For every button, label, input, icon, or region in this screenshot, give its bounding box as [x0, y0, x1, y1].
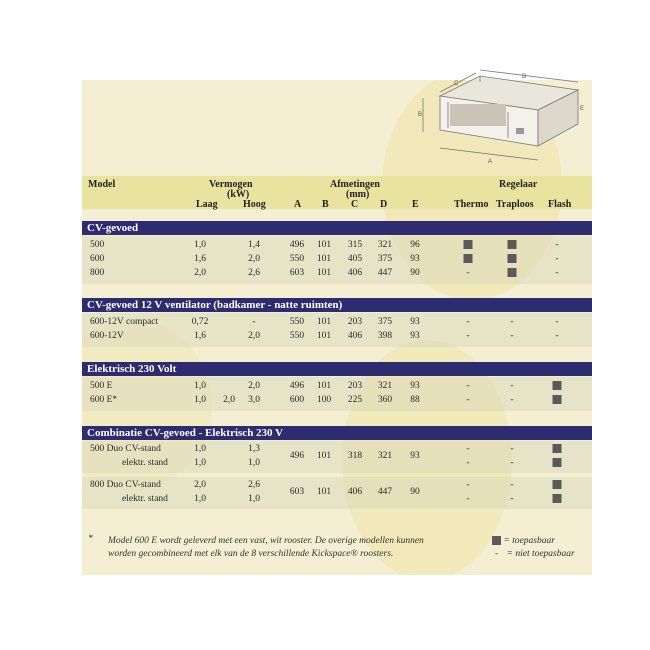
applicable-square-icon — [553, 395, 562, 404]
cell-traploos: - — [510, 444, 514, 454]
cell-traploos: - — [510, 395, 514, 405]
cell-laag: 1,0 — [194, 444, 206, 454]
cell-model: 800 — [90, 268, 105, 278]
cell-a: 603 — [289, 268, 305, 278]
table-row — [82, 379, 592, 393]
cell-e: 93 — [410, 254, 420, 264]
cell-model: 500 — [90, 240, 105, 250]
footnote-line-2: worden gecombineerd met elk van de 8 verschillende Kickspace® roosters. — [108, 549, 394, 559]
section-cv-gevoed: CV-gevoed — [82, 221, 592, 235]
cell-b: 100 — [316, 395, 332, 405]
cell-b: 101 — [316, 331, 332, 341]
cell-c: 405 — [347, 254, 363, 264]
cell-hoog: 2,0 — [248, 254, 260, 264]
cell-flash — [553, 492, 562, 506]
cell-laag: 1,0 — [194, 240, 206, 250]
cell-d: 360 — [377, 395, 393, 405]
cell-model-sub: elektr. stand — [122, 494, 168, 504]
diagram-label-c: C — [454, 81, 459, 87]
cell-b: 101 — [316, 381, 332, 391]
cell-laag: 1,6 — [194, 331, 206, 341]
cell-laag: 0,72 — [191, 317, 209, 327]
cell-hoog: 2,0 — [248, 381, 260, 391]
legend-applicable — [492, 535, 555, 548]
header-hoog: Hoog — [243, 199, 266, 210]
cell-traploos: - — [510, 331, 514, 341]
cell-b: 101 — [316, 487, 332, 497]
cell-c: 315 — [347, 240, 363, 250]
cell-a: 603 — [289, 487, 305, 497]
cell-flash: - — [555, 268, 559, 278]
applicable-square-icon — [508, 254, 517, 263]
cell-d: 447 — [377, 268, 393, 278]
header-model: Model — [88, 179, 116, 190]
cell-d: 398 — [377, 331, 393, 341]
cell-traploos: - — [510, 480, 514, 490]
cell-thermo: - — [466, 444, 470, 454]
header-d: D — [380, 199, 388, 210]
cell-c: 318 — [347, 451, 363, 461]
cell-e: 90 — [410, 268, 420, 278]
header-thermo: Thermo — [454, 199, 489, 210]
legend-applicable-label: = toepasbaar — [503, 536, 555, 546]
cell-thermo: - — [466, 458, 470, 468]
cell-model: 500 E — [90, 381, 113, 391]
cell-b: 101 — [316, 268, 332, 278]
cell-b: 101 — [316, 240, 332, 250]
cell-a: 550 — [289, 331, 305, 341]
cell-thermo: - — [466, 381, 470, 391]
cell-e: 93 — [410, 451, 420, 461]
cell-d: 375 — [377, 317, 393, 327]
cell-e: 93 — [410, 317, 420, 327]
cell-c: 406 — [347, 331, 363, 341]
cell-flash — [553, 442, 562, 456]
cell-traploos: - — [510, 381, 514, 391]
header-vermogen-unit: (kW) — [227, 189, 250, 200]
applicable-square-icon — [464, 254, 473, 263]
table-row — [82, 329, 592, 343]
cell-a: 496 — [289, 240, 305, 250]
cell-c: 406 — [347, 487, 363, 497]
header-laag: Laag — [196, 199, 218, 210]
cell-model-sub: elektr. stand — [122, 458, 168, 468]
applicable-square-icon — [553, 480, 562, 489]
applicable-square-icon — [508, 268, 517, 277]
cell-flash — [553, 379, 562, 393]
table-row-group — [82, 442, 592, 472]
cell-thermo — [464, 238, 473, 252]
applicable-square-icon — [553, 458, 562, 467]
legend-not-applicable-label: = niet toepasbaar — [506, 549, 575, 559]
cell-laag: 1,0 — [194, 494, 206, 504]
header-b: B — [322, 199, 329, 210]
cell-b: 101 — [316, 317, 332, 327]
cell-laag: 1,0 — [194, 395, 206, 405]
cell-thermo: - — [466, 395, 470, 405]
cell-laag: 2,0 — [194, 480, 206, 490]
header-e: E — [412, 199, 419, 210]
header-c: C — [351, 199, 359, 210]
table-row — [82, 393, 592, 407]
cell-model: 500 Duo CV-stand — [90, 444, 161, 454]
cell-d: 321 — [377, 451, 393, 461]
applicable-square-icon — [492, 536, 501, 545]
cell-flash — [553, 456, 562, 470]
cell-a: 550 — [289, 317, 305, 327]
legend-not-applicable — [495, 548, 575, 561]
cell-thermo: - — [466, 331, 470, 341]
cell-flash: - — [555, 254, 559, 264]
header-traploos: Traploos — [496, 199, 534, 210]
cell-e: 90 — [410, 487, 420, 497]
cell-hoog: 2,6 — [248, 480, 260, 490]
diagram-label-d: D — [522, 74, 527, 80]
heater-diagram — [418, 68, 593, 163]
cell-model: 600-12V — [90, 331, 124, 341]
header-regelaar: Regelaar — [499, 179, 538, 190]
cell-e: 93 — [410, 331, 420, 341]
cell-b: 101 — [316, 254, 332, 264]
table-row-group — [82, 478, 592, 508]
cell-a: 550 — [289, 254, 305, 264]
cell-b: 101 — [316, 451, 332, 461]
cell-c: 406 — [347, 268, 363, 278]
section-elektrisch: Elektrisch 230 Volt — [82, 362, 592, 376]
cell-flash: - — [555, 331, 559, 341]
cell-mid: 2,0 — [223, 395, 235, 405]
cell-traploos — [508, 238, 517, 252]
cell-traploos — [508, 252, 517, 266]
cell-thermo — [464, 252, 473, 266]
cell-e: 93 — [410, 381, 420, 391]
diagram-label-e: E — [580, 106, 585, 112]
table-row — [82, 238, 592, 252]
cell-hoog: 1,0 — [248, 494, 260, 504]
cell-a: 496 — [289, 451, 305, 461]
cell-a: 496 — [289, 381, 305, 391]
cell-hoog: 3,0 — [248, 395, 260, 405]
applicable-square-icon — [553, 494, 562, 503]
cell-e: 88 — [410, 395, 420, 405]
cell-hoog: - — [252, 317, 256, 327]
cell-laag: 1,6 — [194, 254, 206, 264]
cell-d: 321 — [377, 240, 393, 250]
cell-flash: - — [555, 317, 559, 327]
table-row — [82, 315, 592, 329]
cell-c: 225 — [347, 395, 363, 405]
table-row — [82, 252, 592, 266]
section-combinatie: Combinatie CV-gevoed - Elektrisch 230 V — [82, 426, 592, 440]
header-vermogen: Vermogen — [209, 179, 253, 190]
cell-c: 203 — [347, 381, 363, 391]
applicable-square-icon — [553, 444, 562, 453]
cell-hoog: 1,0 — [248, 458, 260, 468]
cell-laag: 1,0 — [194, 381, 206, 391]
header-flash: Flash — [548, 199, 572, 210]
footnote-line-1: Model 600 E wordt geleverd met een vast, wit rooster. De overige modellen kunnen — [108, 536, 424, 546]
cell-traploos: - — [510, 458, 514, 468]
table-row — [82, 266, 592, 280]
cell-flash: - — [555, 240, 559, 250]
cell-traploos: - — [510, 317, 514, 327]
cell-e: 96 — [410, 240, 420, 250]
cell-model: 600 — [90, 254, 105, 264]
header-afmetingen-unit: (mm) — [346, 189, 370, 200]
cell-traploos — [508, 266, 517, 280]
header-a: A — [294, 199, 302, 210]
section-cv-12v: CV-gevoed 12 V ventilator (badkamer - natte ruimten) — [82, 298, 592, 312]
header-afmetingen: Afmetingen — [330, 179, 380, 190]
diagram-label-b: B — [418, 112, 423, 118]
cell-thermo: - — [466, 480, 470, 490]
cell-hoog: 1,3 — [248, 444, 260, 454]
applicable-square-icon — [508, 240, 517, 249]
cell-hoog: 2,0 — [248, 331, 260, 341]
cell-flash — [553, 478, 562, 492]
cell-model: 800 Duo CV-stand — [90, 480, 161, 490]
cell-d: 321 — [377, 381, 393, 391]
cell-flash — [553, 393, 562, 407]
applicable-square-icon — [553, 381, 562, 390]
legend-dash: - — [495, 549, 499, 559]
cell-thermo: - — [466, 317, 470, 327]
cell-hoog: 1,4 — [248, 240, 260, 250]
cell-d: 447 — [377, 487, 393, 497]
cell-thermo: - — [466, 268, 470, 278]
cell-thermo: - — [466, 494, 470, 504]
cell-model: 600 E* — [90, 395, 118, 405]
diagram-label-a: A — [488, 159, 493, 163]
cell-laag: 2,0 — [194, 268, 206, 278]
cell-model: 600-12V compact — [90, 317, 159, 327]
applicable-square-icon — [464, 240, 473, 249]
table-header — [82, 176, 592, 209]
cell-hoog: 2,6 — [248, 268, 260, 278]
cell-a: 600 — [289, 395, 305, 405]
footnote-star: * — [88, 534, 93, 544]
cell-d: 375 — [377, 254, 393, 264]
cell-laag: 1,0 — [194, 458, 206, 468]
cell-traploos: - — [510, 494, 514, 504]
cell-c: 203 — [347, 317, 363, 327]
